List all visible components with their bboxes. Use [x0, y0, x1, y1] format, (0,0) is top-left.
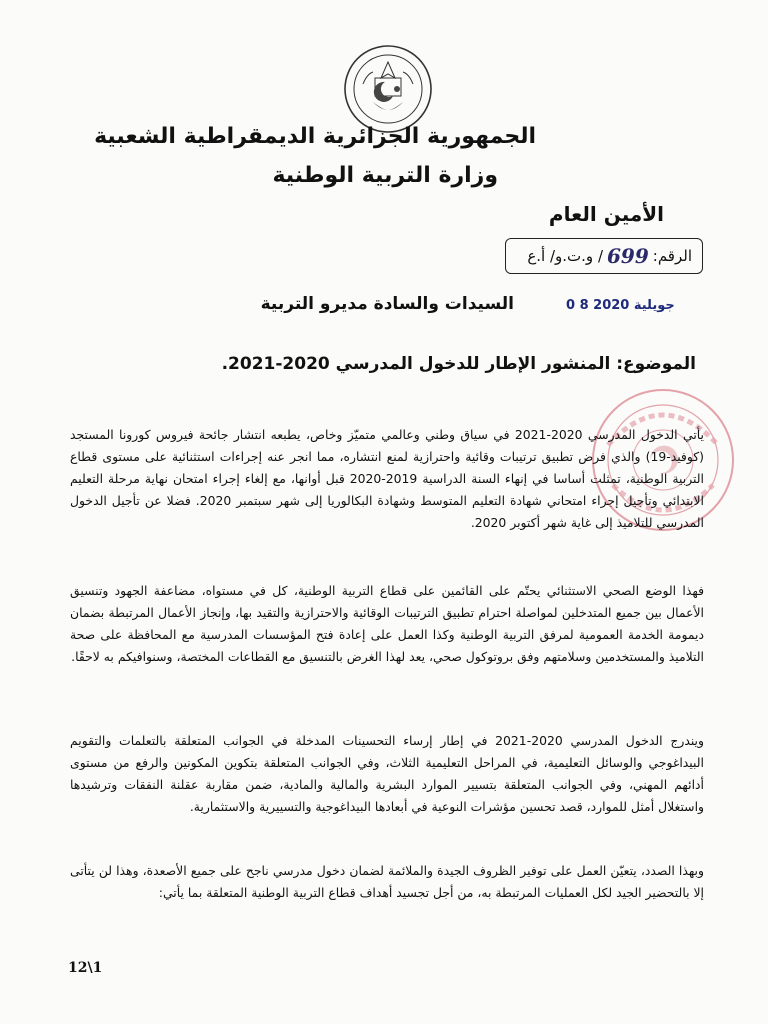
- national-emblem-icon: [343, 44, 433, 134]
- reference-box: [505, 238, 703, 274]
- republic-title: الجمهورية الجزائرية الديمقراطية الشعبية: [94, 124, 536, 149]
- page-number: 12\1: [68, 960, 103, 976]
- addressee: السيدات والسادة مديرو التربية: [260, 294, 514, 314]
- paragraph-2: فهذا الوضع الصحي الاستثنائي يحتّم على القائمين على قطاع التربية الوطنية، كل في مستواه، مضاعفة الجهود وتنسيق الأعمال بين جميع المتدخلين لمواصلة احترام تطبيق الترتيبات الوقائية والاحترازية والتقيد بها، وإنجاز الأعمال المرتبطة بضمان ديمومة الخدمة العمومية لمرفق التربية الوطنية وكذا العمل على إعادة فتح المؤسسات المدرسية مع المحافظة على صحة التلاميذ والمستخدمين وسلامتهم وفق بروتوكول صحي، يعد لهذا الغرض بالتنسيق مع القطاعات المختصة، وسنوافيكم به لاحقًا.: [70, 583, 704, 665]
- reference-prefix: الرقم:: [652, 247, 692, 265]
- reference-suffix: / و.ت.و/ أ.ع: [527, 247, 604, 265]
- paragraph-1: يأتي الدخول المدرسي 2020-2021 في سياق وطني وعالمي متميّز وخاص، يطبعه انتشار جائحة فيروس كورونا المستجد (كوفيد-19) والذي فرض تطبيق ترتيبات وقائية واحترازية لمنع انتشاره، مما انجر عنه إجراءات استثنائية على مستوى قطاع التربية الوطنية، تمثلت أساسا في إنهاء السنة الدراسية 2019-2020 قبل أوانها، مع إلغاء إجراء امتحان نهاية مرحلة التعليم الابتدائي وتأجيل إجراء امتحاني شهادة التعليم المتوسط وشهادة البكالوريا إلى شهر سبتمبر 2020. فضلا عن تأجيل الدخول المدرسي للتلاميذ إلى غاية شهر أكتوبر 2020.: [70, 427, 704, 531]
- paragraph-3: ويندرج الدخول المدرسي 2020-2021 في إطار إرساء التحسينات المدخلة في الجوانب المتعلقة بالتعلمات والتقويم البيداغوجي والوسائل التعليمية، في المراحل التعليمية الثلاث، وفي الجوانب المتعلقة بتكوين المكونين والرفع من مستوى أدائهم المهني، وفي الجوانب المتعلقة بتسيير الموارد البشرية والمالية والمادية، ضمن مقاربة عقلنة النفقات وترشيدها واستغلال أمثل للموارد، قصد تحسين مؤشرات النوعية في أبعادها البيداغوجية والتسييرية والاستثمارية.: [70, 733, 704, 815]
- document-date: 0 8 جويلية 2020: [566, 298, 675, 313]
- secretary-general-title: الأمين العام: [548, 202, 664, 226]
- subject-line: الموضوع: المنشور الإطار للدخول المدرسي 2020-2021.: [221, 354, 696, 374]
- paragraph-4: وبهذا الصدد، يتعيّن العمل على توفير الظروف الجيدة والملائمة لضمان دخول مدرسي ناجح على جميع الأصعدة، وهذا لن يتأتى إلا بالتحضير الجيد لكل العمليات المرتبطة به، من أجل تجسيد أهداف قطاع التربية الوطنية المتعلقة بما يأتي:: [70, 863, 704, 901]
- ministry-title: وزارة التربية الوطنية: [272, 163, 498, 188]
- reference-number: 699: [607, 244, 649, 268]
